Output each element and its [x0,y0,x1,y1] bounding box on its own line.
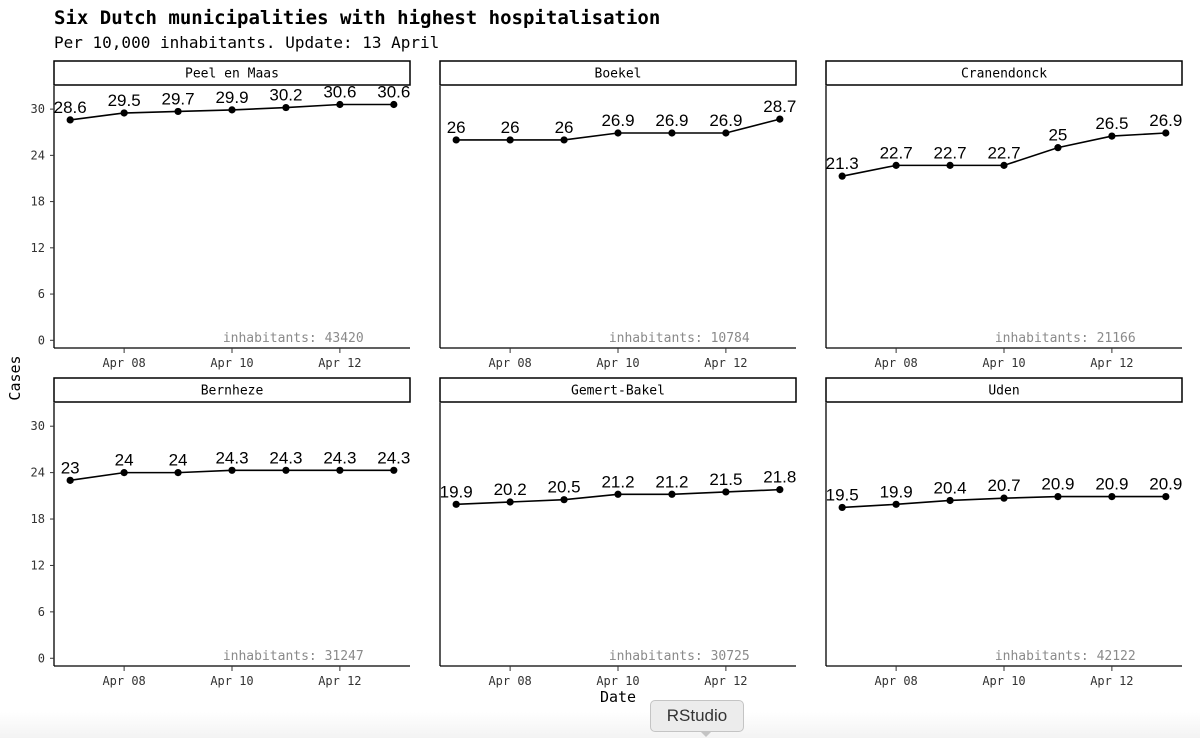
data-label: 21.2 [655,472,689,492]
data-point [507,136,514,143]
data-label: 20.5 [547,477,581,497]
data-point [776,486,783,493]
data-label: 26.9 [709,111,743,131]
x-tick-label: Apr 12 [318,356,362,370]
facet-strip-label: Peel en Maas [185,66,279,82]
data-point [1108,493,1115,500]
data-point [946,162,953,169]
data-point [668,491,675,498]
tooltip-pointer-icon [700,731,712,737]
y-tick-label: 0 [37,333,45,348]
facet-panel [31,378,411,688]
data-label: 29.5 [107,90,141,110]
data-label: 19.9 [879,482,913,502]
y-axis-title: Cases [6,355,24,401]
data-label: 19.9 [439,482,473,502]
data-point [453,136,460,143]
facet-panel [826,378,1183,688]
facet-strip-label: Bernheze [200,383,264,399]
x-tick-label: Apr 08 [102,356,146,370]
inhabitants-annotation: inhabitants: 42122 [994,649,1136,664]
data-point [722,488,729,495]
data-point [121,469,128,476]
data-label: 20.9 [1149,474,1183,494]
x-tick-label: Apr 10 [982,674,1026,688]
data-label: 28.6 [53,97,87,117]
data-point [1108,132,1115,139]
data-point [67,116,74,123]
data-point [336,467,343,474]
data-label: 21.8 [763,467,797,487]
data-label: 26.9 [601,111,635,131]
inhabitants-annotation: inhabitants: 31247 [222,649,364,664]
data-point [1162,129,1169,136]
y-tick-label: 6 [37,287,45,302]
data-point [228,106,235,113]
window-bottom-edge [0,712,1200,738]
data-label: 21.3 [825,154,859,174]
data-label: 24 [168,450,188,470]
x-tick-label: Apr 10 [596,356,640,370]
data-label: 20.4 [933,478,967,498]
x-tick-label: Apr 12 [1090,356,1134,370]
data-point [453,501,460,508]
data-label: 26.9 [655,111,689,131]
data-label: 25 [1048,125,1068,145]
facet-panel [826,61,1183,370]
rstudio-tooltip: RStudio [650,700,744,732]
data-point [893,501,900,508]
y-tick-label: 18 [30,512,45,527]
x-tick-label: Apr 08 [874,356,918,370]
x-tick-label: Apr 10 [210,356,254,370]
x-tick-label: Apr 12 [1090,674,1134,688]
inhabitants-annotation: inhabitants: 10784 [608,331,750,346]
facet-strip-label: Gemert-Bakel [571,383,665,399]
x-tick-label: Apr 12 [318,674,362,688]
data-label: 26 [554,117,574,137]
data-label: 20.9 [1041,474,1075,494]
x-tick-label: Apr 08 [874,674,918,688]
data-point [722,129,729,136]
data-point [336,101,343,108]
data-point [121,109,128,116]
y-tick-label: 12 [30,240,45,255]
data-point [668,129,675,136]
data-point [560,136,567,143]
x-axis-title: Date [599,688,637,706]
data-point [390,101,397,108]
x-tick-label: Apr 12 [704,674,748,688]
data-point [282,467,289,474]
y-tick-label: 24 [30,465,45,480]
data-point [839,504,846,511]
data-label: 26.9 [1149,111,1183,131]
data-point [174,469,181,476]
data-label: 23 [60,458,80,478]
data-point [1054,144,1061,151]
y-tick-label: 30 [30,419,45,434]
facet-panel [440,61,796,370]
data-point [1162,493,1169,500]
x-tick-label: Apr 10 [596,674,640,688]
y-tick-label: 30 [30,102,45,117]
data-label: 21.5 [709,469,743,489]
data-point [776,116,783,123]
data-point [67,477,74,484]
data-label: 26 [446,117,466,137]
data-label: 22.7 [879,143,913,163]
y-tick-label: 12 [30,558,45,573]
facet-panels [31,61,1183,688]
data-label: 20.7 [987,476,1021,496]
data-label: 22.7 [933,143,967,163]
data-label: 29.7 [161,89,195,109]
data-label: 19.5 [825,485,859,505]
facet-strip-label: Uden [988,383,1020,399]
data-point [946,497,953,504]
data-label: 24.3 [269,448,303,468]
data-label: 24.3 [377,448,411,468]
chart-title: Six Dutch municipalities with highest hospitalisation [54,7,661,29]
data-label: 20.2 [493,480,527,500]
data-point [390,467,397,474]
data-point [282,104,289,111]
inhabitants-annotation: inhabitants: 43420 [222,331,364,346]
data-label: 24.3 [323,448,357,468]
y-tick-label: 24 [30,148,45,163]
inhabitants-annotation: inhabitants: 21166 [994,331,1136,346]
data-point [614,129,621,136]
data-label: 24.3 [215,448,249,468]
facet-strip-label: Boekel [594,66,642,82]
x-tick-label: Apr 12 [704,356,748,370]
data-label: 29.9 [215,87,249,107]
data-label: 28.7 [763,97,797,117]
x-tick-label: Apr 08 [488,356,532,370]
y-tick-label: 0 [37,651,45,666]
data-point [1000,495,1007,502]
data-label: 24 [114,450,134,470]
y-tick-label: 6 [37,604,45,619]
data-point [893,162,900,169]
data-point [174,108,181,115]
data-point [1000,162,1007,169]
x-tick-label: Apr 08 [102,674,146,688]
data-label: 30.6 [377,82,411,102]
data-label: 26.5 [1095,114,1129,134]
chart-subtitle: Per 10,000 inhabitants. Update: 13 April [54,33,440,52]
facet-panel [31,61,411,370]
data-point [614,491,621,498]
data-point [507,498,514,505]
data-point [1054,493,1061,500]
data-point [228,467,235,474]
data-label: 30.2 [269,85,303,105]
x-tick-label: Apr 10 [982,356,1026,370]
data-label: 30.6 [323,82,357,102]
data-point [560,496,567,503]
data-label: 21.2 [601,472,635,492]
data-label: 20.9 [1095,474,1129,494]
data-point [839,173,846,180]
inhabitants-annotation: inhabitants: 30725 [608,649,750,664]
data-label: 26 [500,117,520,137]
facet-strip-label: Cranendonck [960,66,1048,82]
facet-panel [440,378,797,688]
x-tick-label: Apr 08 [488,674,532,688]
y-tick-label: 18 [30,194,45,209]
data-label: 22.7 [987,143,1021,163]
x-tick-label: Apr 10 [210,674,254,688]
